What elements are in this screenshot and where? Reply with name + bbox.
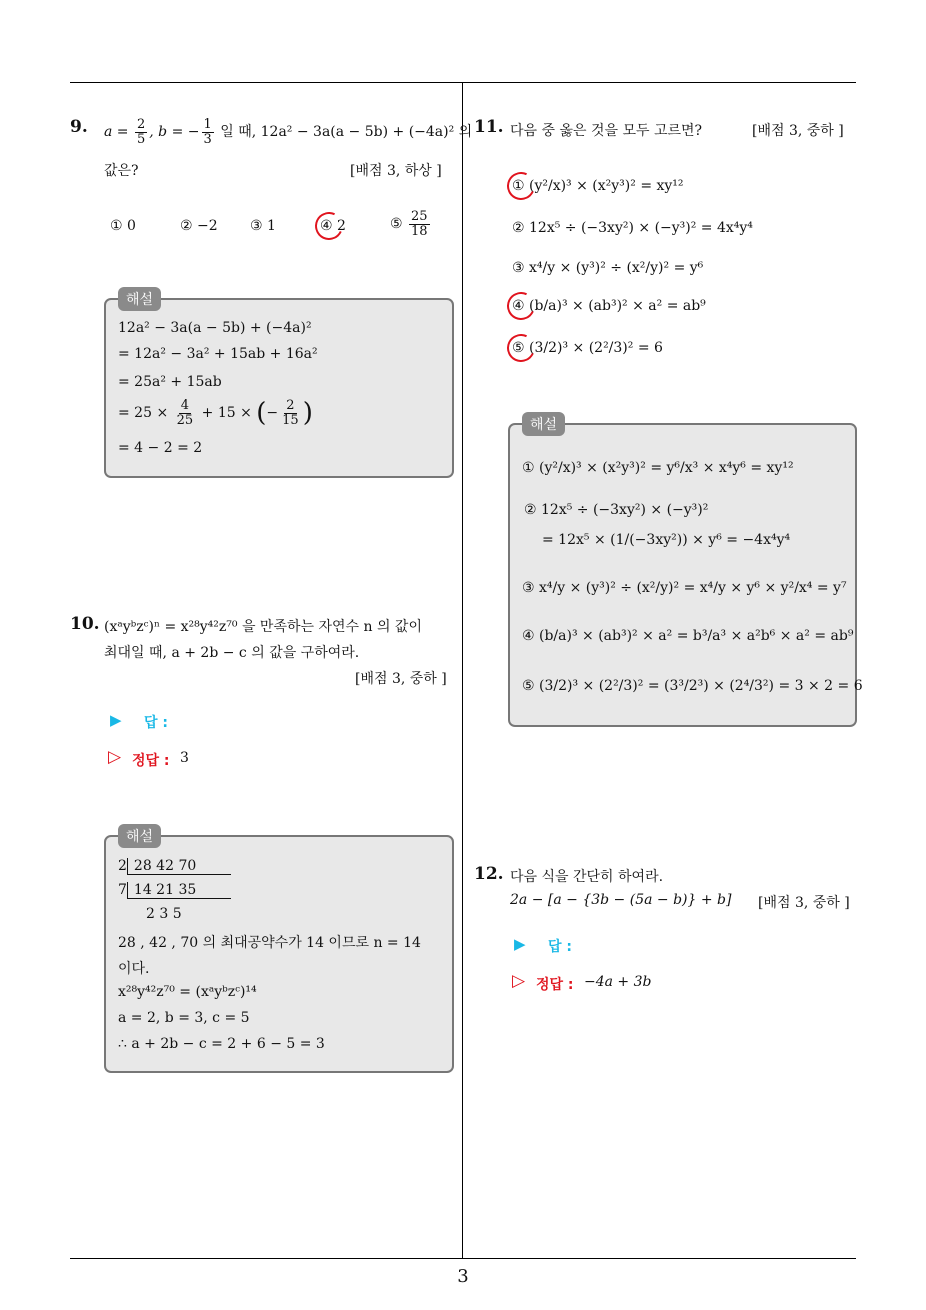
question-number: 10.: [70, 614, 100, 634]
solution-line: 12a² − 3a(a − 5b) + (−4a)²: [118, 320, 312, 336]
choice-3[interactable]: ③ 1: [250, 218, 276, 234]
question-stem: a = $\frac{2}{5}$ , b = − $\frac{1}{3}$ 일 때, 12a² − 3a(a − 5b) + (−4a)² 의: [104, 117, 473, 147]
question-stem-line2: 최대일 때, a + 2b − c 의 값을 구하여라.: [104, 645, 360, 661]
question-stem: 다음 중 옳은 것을 모두 고르면?: [510, 123, 703, 139]
solution-line: = 25a² + 15ab: [118, 374, 222, 390]
choice-2[interactable]: ② 12x⁵ ÷ (−3xy²) × (−y³)² = 4x⁴y⁴: [512, 220, 753, 236]
selected-answer-mark: [311, 208, 347, 244]
solution-line: = 25 × $\frac{4}{25}$ + 15 × (− $\frac{2}{15}$ ): [118, 397, 313, 428]
top-rule: [70, 82, 856, 83]
question-stem: (xᵃyᵇzᶜ)ⁿ = x²⁸y⁴²z⁷⁰ 을 만족하는 자연수 n 의 값이: [104, 619, 422, 635]
correct-label: 정답 :: [536, 977, 574, 993]
selected-answer-mark: [503, 168, 539, 204]
bottom-rule: [70, 1258, 856, 1259]
solution-line: ③ x⁴/y × (y³)² ÷ (x²/y)² = x⁴/y × y⁶ × y²/x⁴ = y⁷: [522, 580, 847, 596]
choice-4[interactable]: ④ (b/a)³ × (ab³)² × a² = ab⁹: [512, 298, 706, 314]
answer-arrow-icon: ▶: [514, 935, 526, 953]
page-number: 3: [457, 1266, 469, 1287]
answer-arrow-icon: ▶: [110, 711, 122, 729]
choice-2[interactable]: ② −2: [180, 218, 218, 234]
solution-line: a = 2, b = 3, c = 5: [118, 1010, 250, 1026]
choice-5[interactable]: ⑤ (3/2)³ × (2²/3)² = 6: [512, 340, 663, 356]
solution-line: ① (y²/x)³ × (x²y³)² = y⁶/x³ × x⁴y⁶ = xy¹²: [522, 460, 794, 476]
solution-line: = 4 − 2 = 2: [118, 440, 203, 456]
score-difficulty: [배점 3, 중하 ]: [758, 895, 850, 911]
solution-tag: 해설: [118, 287, 161, 311]
correct-arrow-icon: ▷: [108, 747, 122, 767]
fraction: $\frac{1}{3}$: [203, 117, 212, 147]
solution-line: ∴ a + 2b − c = 2 + 6 − 5 = 3: [118, 1036, 325, 1052]
solution-line: ⑤ (3/2)³ × (2²/3)² = (3³/2³) × (2⁴/3²) = 3 × 2 = 6: [522, 678, 863, 694]
choice-1[interactable]: ① (y²/x)³ × (x²y³)² = xy¹²: [512, 178, 684, 194]
correct-value: 3: [180, 750, 189, 766]
score-difficulty: [배점 3, 하상 ]: [350, 163, 442, 179]
solution-tag: 해설: [118, 824, 161, 848]
solution-line: 이다.: [118, 961, 150, 977]
answer-label: 답 :: [548, 939, 572, 955]
question-number: 9.: [70, 117, 88, 137]
solution-line: 28 , 42 , 70 의 최대공약수가 14 이므로 n = 14: [118, 935, 421, 951]
correct-arrow-icon: ▷: [512, 971, 526, 991]
solution-line: = 12x⁵ × (1/(−3xy²)) × y⁶ = −4x⁴y⁴: [542, 532, 791, 548]
column-divider: [462, 82, 463, 1258]
choice-1[interactable]: ① 0: [110, 218, 136, 234]
correct-value: −4a + 3b: [584, 974, 652, 990]
solution-tag: 해설: [522, 412, 565, 436]
score-difficulty: [배점 3, 중하 ]: [752, 123, 844, 139]
question-stem: 다음 식을 간단히 하여라.: [510, 869, 664, 885]
question-number: 12.: [474, 864, 504, 884]
question-number: 11.: [474, 117, 504, 137]
division-row: 2 3 5: [146, 906, 182, 922]
choice-3[interactable]: ③ x⁴/y × (y³)² ÷ (x²/y)² = y⁶: [512, 260, 704, 276]
solution-line: ② 12x⁵ ÷ (−3xy²) × (−y³)²: [524, 502, 709, 518]
question-expression: 2a − [a − {3b − (5a − b)} + b]: [510, 892, 732, 908]
selected-answer-mark: [503, 330, 539, 366]
selected-answer-mark: [503, 288, 539, 324]
solution-line: = 12a² − 3a² + 15ab + 16a²: [118, 346, 318, 362]
division-row: 2 28 42 70: [118, 858, 231, 875]
answer-label: 답 :: [144, 715, 168, 731]
solution-line: ④ (b/a)³ × (ab³)² × a² = b³/a³ × a²b⁶ × a² = ab⁹: [522, 628, 854, 644]
division-row: 7 14 21 35: [118, 882, 231, 899]
solution-line: x²⁸y⁴²z⁷⁰ = (xᵃyᵇzᶜ)¹⁴: [118, 984, 257, 1000]
choice-4[interactable]: ④ 2: [320, 218, 346, 234]
choice-5[interactable]: ⑤ $\frac{25}{18}$: [390, 209, 428, 239]
score-difficulty: [배점 3, 중하 ]: [355, 671, 447, 687]
question-stem-line2: 값은?: [104, 163, 139, 179]
fraction: $\frac{2}{5}$: [136, 117, 146, 147]
correct-label: 정답 :: [132, 753, 170, 769]
